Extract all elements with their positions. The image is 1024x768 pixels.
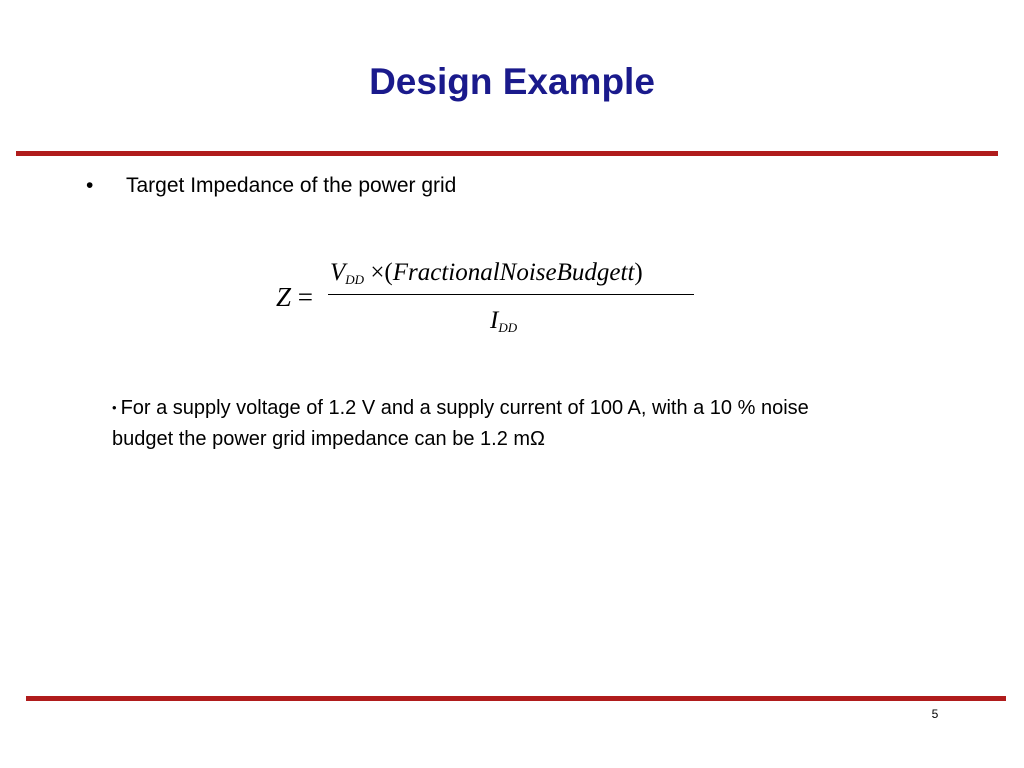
formula-numerator [330, 256, 643, 297]
bullet-text: Target Impedance of the power grid [126, 174, 457, 197]
formula-denominator [490, 304, 517, 345]
page-number: 5 [931, 707, 939, 721]
formula-equals: = [297, 282, 314, 312]
formula-close-paren: ) [634, 259, 643, 286]
formula-term: FractionalNoiseBudget [392, 259, 628, 286]
top-divider [16, 151, 998, 156]
formula-term-tail: t [627, 259, 635, 286]
bottom-divider [26, 696, 1006, 701]
formula-fraction-bar [328, 294, 694, 295]
bullet-marker: • [86, 174, 94, 197]
formula-lhs-var: Z [276, 282, 292, 312]
formula-times: × [370, 259, 385, 286]
impedance-formula [270, 256, 710, 346]
formula-open-paren: ( [384, 259, 393, 286]
sub-bullet-item [112, 392, 822, 455]
sub-bullet-marker: • [112, 400, 117, 415]
sub-bullet-text: For a supply voltage of 1.2 V and a supply current of 100 A, with a 10 % noise budget the power grid impedance can be 1.2 mΩ [112, 397, 809, 450]
bullet-item [86, 172, 456, 200]
slide-title: Design Example [369, 61, 655, 102]
formula-numerator-var: V [330, 259, 346, 286]
formula-numerator-sub: DD [345, 272, 365, 287]
formula-lhs [276, 280, 313, 314]
formula-denominator-sub: DD [498, 320, 518, 335]
formula-denominator-var: I [490, 307, 499, 334]
